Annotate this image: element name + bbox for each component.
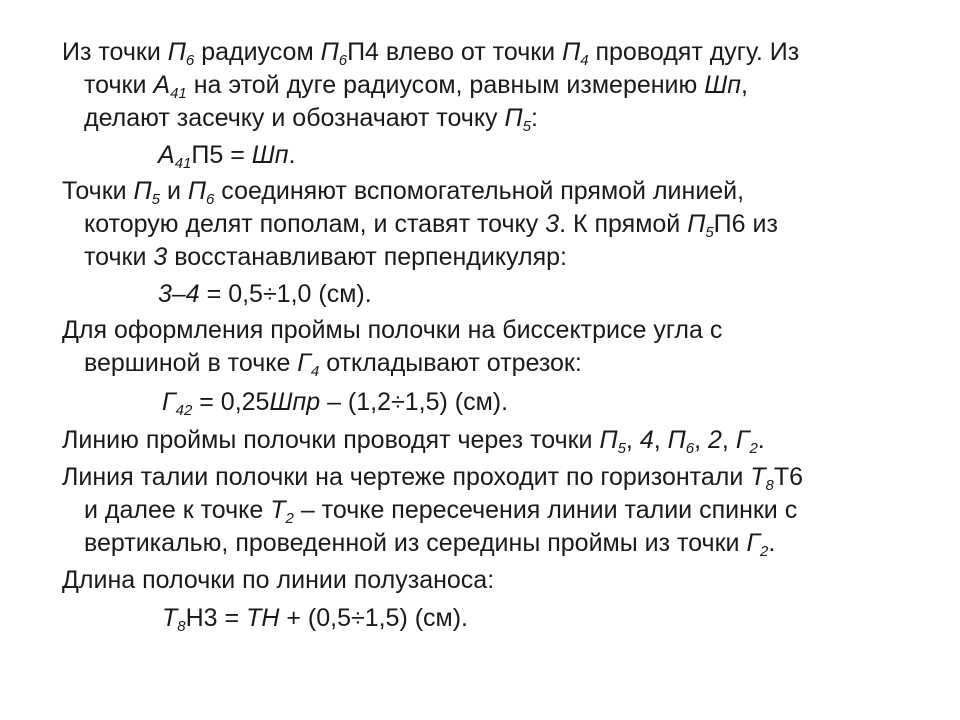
paragraph-1 bbox=[62, 36, 912, 135]
paragraph-6 bbox=[62, 564, 912, 597]
paragraph-2-line-1: Точки $П_5$ и $П_6$ соединяют вспомогательной прямой линией, bbox=[62, 177, 745, 208]
paragraph-5-line-1: Линия талии полочки на чертеже проходит по горизонтали $Т_8Т6$ bbox=[62, 463, 804, 494]
paragraph-2-line-2: которую делят пополам, и ставят точку 3. К прямой $П_5П6$ из bbox=[84, 210, 778, 241]
paragraph-3-line-2: вершиной в точке $Г_4$ откладывают отрезок: bbox=[84, 349, 582, 380]
paragraph-2-line-3: точки 3 восстанавливают перпендикуляр: bbox=[84, 243, 567, 271]
paragraph-1-line-1: Из точки $П_6$ радиусом $П_6П4$ влево от точки $П_4$ проводят дугу. Из bbox=[62, 38, 800, 69]
paragraph-1-line-3: делают засечку и обозначают точку $П_5$: bbox=[84, 104, 538, 135]
paragraph-5-line-3: вертикалью, проведенной из середины проймы из точки $Г_2$. bbox=[84, 529, 776, 560]
formula-3-4: 3–4 = 0,5÷1,0 (см). bbox=[158, 280, 372, 308]
paragraph-4-line-1: Линию проймы полочки проводят через точки $П_5$, 4, $П_6$, 2, $Г_2$. bbox=[62, 426, 765, 457]
paragraph-5-line-2: и далее к точке $Т_2$ – точке пересечения линии талии спинки с bbox=[84, 496, 798, 527]
formula-t8h3: $Т_8Н3$ = ТН + (0,5÷1,5) (см). bbox=[162, 604, 469, 635]
paragraph-1-line-2: точки $А_{41}$ на этой дуге радиусом, равным измерению Шп, bbox=[84, 71, 748, 102]
formula-a41p5: $А_{41}П5$ = Шп. bbox=[158, 141, 296, 172]
paragraph-3 bbox=[62, 314, 912, 380]
paragraph-2 bbox=[62, 175, 912, 274]
paragraph-3-line-1: Для оформления проймы полочки на биссектрисе угла с bbox=[62, 316, 723, 344]
paragraph-5 bbox=[62, 461, 912, 560]
paragraph-6-line-1: Длина полочки по линии полузаноса: bbox=[62, 566, 495, 594]
formula-g42: $Г_{42} = 0,25Шпр - (1,2\div 1,5)$ (см). bbox=[162, 388, 509, 419]
paragraph-4 bbox=[62, 424, 912, 457]
